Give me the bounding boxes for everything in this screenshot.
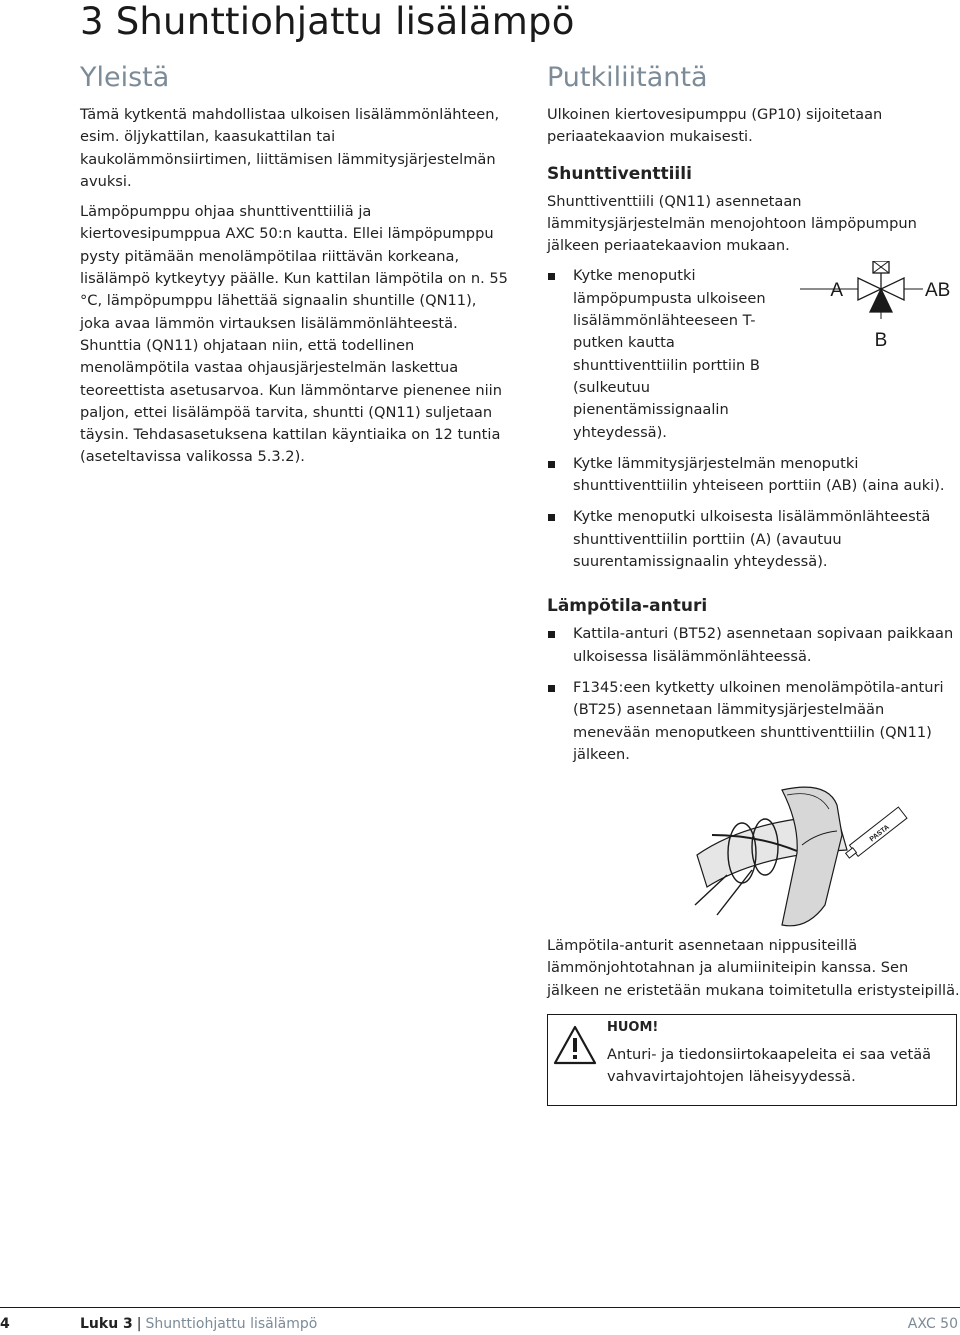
list-item [547,453,960,498]
sensor-bullet-list [547,623,960,766]
paste-tube-label: PASTA [868,824,891,844]
valve-bullet-list [547,265,960,573]
valve-bullet-3: Kytke menoputki ulkoisesta lisälämmönlähteestä shunttiventtiilin porttiin (A) (avautuu suurentamissignaalin yhteydessä). [573,508,931,571]
footer-product: AXC 50 [907,1316,958,1332]
general-paragraph-1: Tämä kytkentä mahdollistaa ulkoisen lisälämmönlähteen, esim. öljykattilan, kaasukattilan tai kaukolämmönsiirtimen, liittämisen lämmitysjärjestelmän avuksi. [80,106,500,190]
figure-caption: Lämpötila-anturit asennetaan nippusiteillä lämmönjohtotahnan ja alumiiniteipin kanssa. Sen jälkeen ne eristetään mukana toimitetulla eristysteipillä. [547,937,960,999]
bullet-square-icon [548,461,555,468]
bullet-square-icon [548,273,555,280]
sensor-subheading: Lämpötila-anturi [547,596,708,617]
valve-subheading: Shunttiventtiili [547,163,692,184]
section-heading-general: Yleistä [80,62,170,93]
shunt-valve-diagram [798,261,960,357]
footer-chapter-label: Luku 3 [80,1316,133,1332]
footer-divider [0,1307,960,1308]
warning-exclamation-bar [573,1038,577,1052]
warning-box [547,1014,957,1106]
valve-bullet-2: Kytke lämmitysjärjestelmän menoputki shunttiventtiilin yhteiseen porttiin (AB) (aina auki). [573,454,945,495]
chapter-title: 3 Shunttiohjattu lisälämpö [80,0,575,43]
valve-bullet-1: Kytke menoputki lämpöpumpusta ulkoiseen lisälämmönlähteeseen T-putken kautta shunttiventtiilin porttiin B (sulkeutuu pienentämissignaalin yhteydessä). [573,267,766,441]
port-a-label: A [830,280,843,302]
warning-title: HUOM! [607,1020,659,1036]
list-item [547,506,960,573]
valve-paragraph: Shunttiventtiili (QN11) asennetaan lämmitysjärjestelmän menojohtoon lämpöpumpun jälkeen periaatekaavion mukaan. [547,192,917,255]
sensor-bullet-1: Kattila-anturi (BT52) asennetaan sopivaan paikkaan ulkoisessa lisälämmönlähteessä. [573,625,954,665]
port-ab-label: AB [925,280,951,302]
warning-triangle-icon [553,1025,597,1065]
list-item [547,265,960,443]
list-item [547,623,960,668]
footer-chapter-name: Shunttiohjattu lisälämpö [145,1316,318,1332]
footer-chapter [80,1316,317,1332]
port-b-label: B [874,330,888,352]
warning-exclamation-dot [573,1055,577,1059]
list-item [547,677,960,766]
paste-tube-icon [843,807,907,861]
left-column [80,58,510,477]
sensor-installation-illustration [687,775,922,935]
bullet-square-icon [548,514,555,521]
general-paragraph-2: Lämpöpumppu ohjaa shunttiventtiiliä ja kiertovesipumppua AXC 50:n kautta. Ellei lämpöpumppu pysty pitämään menolämpötilaa riittävän korkeana, lisälämpö kytkeytyy päälle. Kun kattilan lämpötila on n. 55 °C, lämpöpumppu lähettää signaalin shuntille (QN11), joka avaa lämmön virtauksen lisälämmönlähteestä. Shunttia (QN11) ohjataan niin, että todellinen menolämpötila vastaa ohjausjärjestelmän laskettua teoreettista asetusarvoa. Kun lämmöntarve pienenee niin paljon, ettei lisälämpöä tarvita, shuntti (QN11) suljetaan täysin. Tehdasasetuksena kattilan käyntiaika on 12 tuntia (aseteltavissa valikossa 5.3.2). [80,203,508,466]
right-column [547,58,960,1106]
section-heading-piping: Putkiliitäntä [547,62,708,93]
page-number: 4 [0,1316,10,1332]
footer-separator: | [136,1316,142,1332]
bullet-square-icon [548,631,555,638]
piping-intro: Ulkoinen kiertovesipumppu (GP10) sijoitetaan periaatekaavion mukaisesti. [547,106,883,146]
bullet-square-icon [548,685,555,692]
sensor-bullet-2: F1345:een kytketty ulkoinen menolämpötila-anturi (BT25) asennetaan lämmitysjärjestelmään menevään menoputkeen shunttiventtiilin (QN11) jälkeen. [573,678,944,763]
warning-text: Anturi- ja tiedonsiirtokaapeleita ei saa vetää vahvavirtajohtojen läheisyydessä. [607,1046,932,1086]
